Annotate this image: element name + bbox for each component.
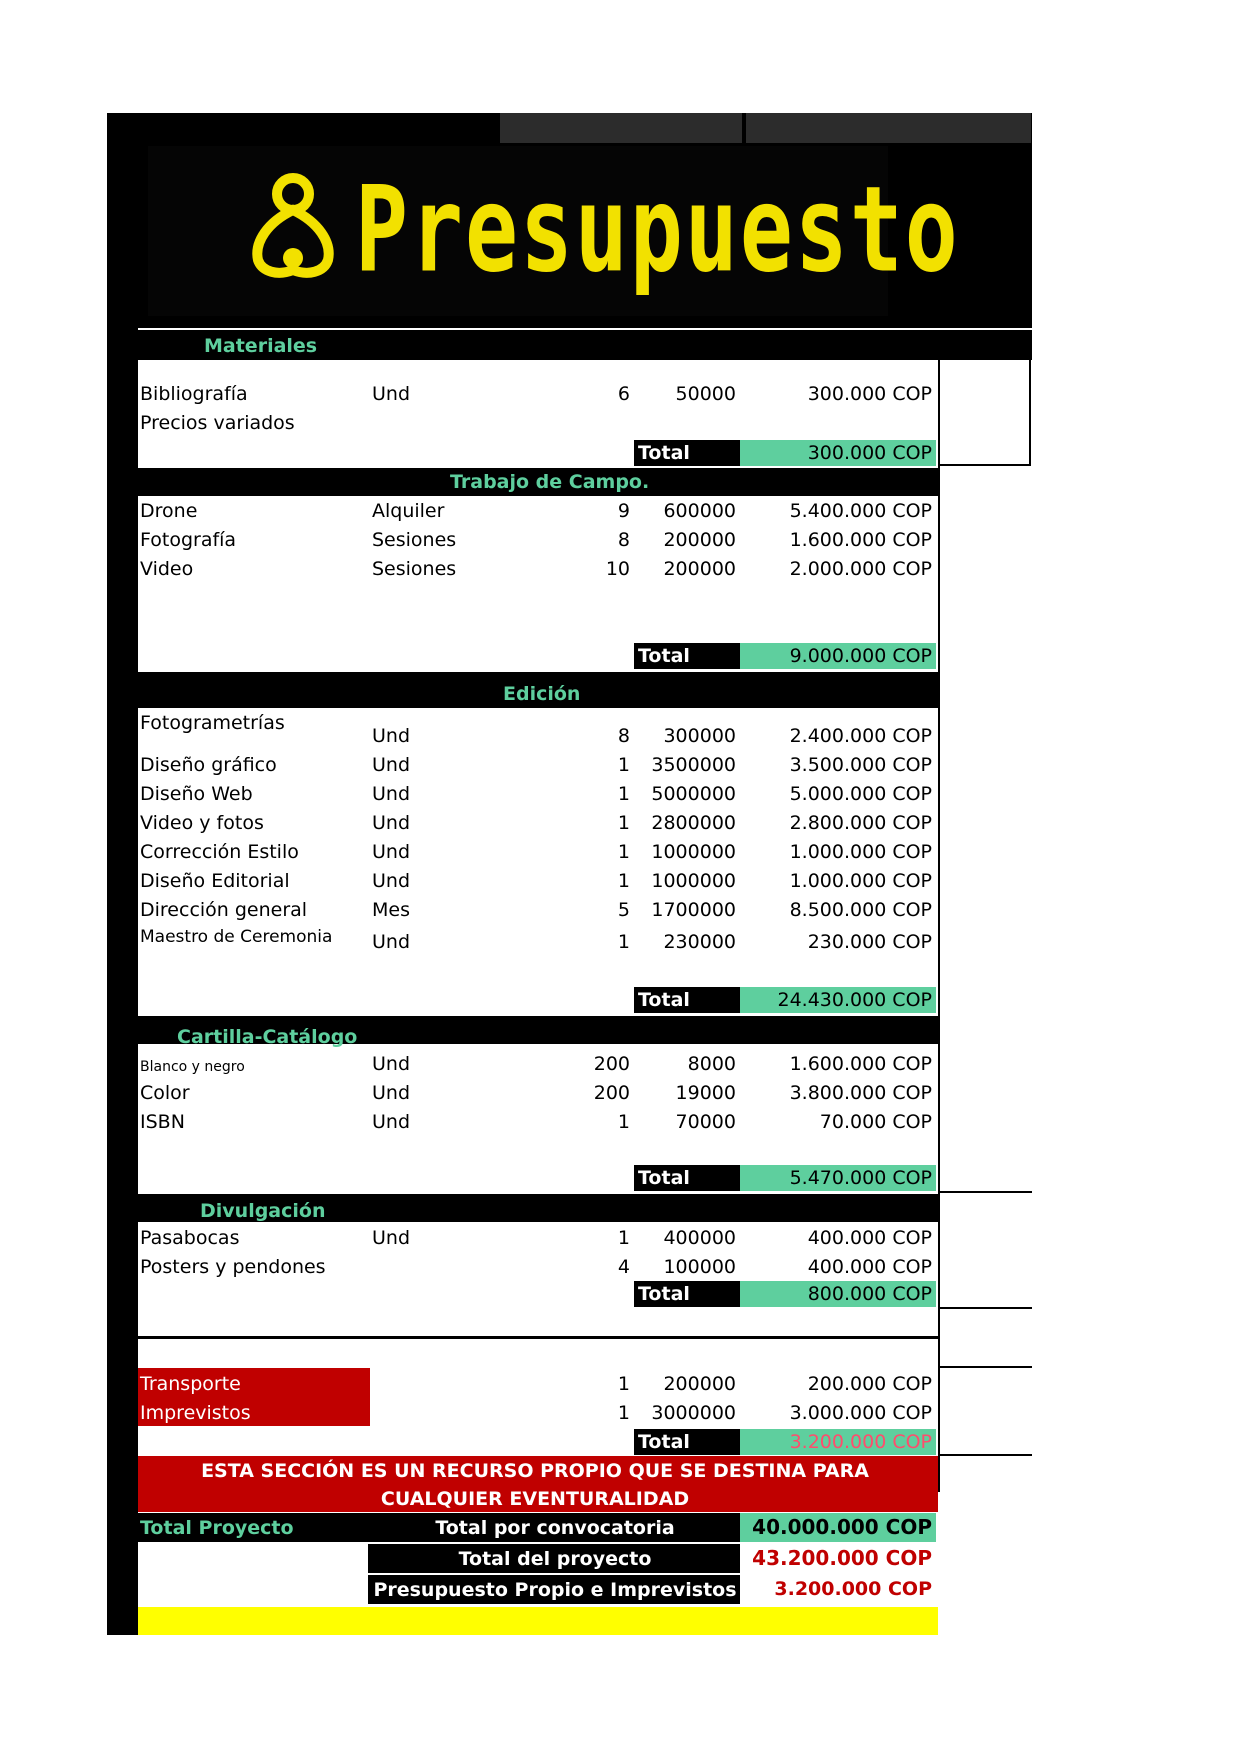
table-row-item: Corrección Estilo bbox=[140, 841, 299, 863]
table-row-price: 50000 bbox=[675, 383, 736, 405]
propio-top-rule bbox=[136, 1336, 940, 1339]
table-row-item: Precios variados bbox=[140, 412, 295, 434]
table-row-price: 70000 bbox=[675, 1111, 736, 1133]
cartilla-total-value: 5.470.000 COP bbox=[740, 1165, 936, 1191]
table-row-unit: Und bbox=[372, 1111, 411, 1133]
table-row-item: Video y fotos bbox=[140, 812, 264, 834]
table-row-item: Imprevistos bbox=[140, 1402, 251, 1424]
divulgacion-total-label: Total bbox=[634, 1281, 740, 1307]
table-row-item: Fotogrametrías bbox=[140, 712, 285, 734]
table-row-total: 70.000 COP bbox=[819, 1111, 932, 1133]
table-row-price: 1700000 bbox=[651, 899, 736, 921]
cartilla-total-label: Total bbox=[634, 1165, 740, 1191]
cartilla-title: Cartilla-Catálogo bbox=[177, 1026, 358, 1048]
table-row-price: 3000000 bbox=[651, 1402, 736, 1424]
table-row-item: Pasabocas bbox=[140, 1227, 240, 1249]
table-row-price: 1000000 bbox=[651, 841, 736, 863]
table-row-price: 100000 bbox=[663, 1256, 736, 1278]
table-row-unit: Und bbox=[372, 1082, 411, 1104]
table-row-qty: 4 bbox=[617, 1256, 630, 1278]
table-row-price: 300000 bbox=[663, 725, 736, 747]
table-row-price: 200000 bbox=[663, 1373, 736, 1395]
table-row-total: 1.600.000 COP bbox=[789, 1053, 932, 1075]
table-row-price: 1000000 bbox=[651, 870, 736, 892]
table-row-item: Video bbox=[140, 558, 194, 580]
table-row-qty: 8 bbox=[617, 725, 630, 747]
table-row-qty: 1 bbox=[617, 1227, 630, 1249]
table-row-total: 2.000.000 COP bbox=[789, 558, 932, 580]
propio-notice-text: ESTA SECCIÓN ES UN RECURSO PROPIO QUE SE DESTINA PARA CUALQUIER EVENTURALIDAD bbox=[201, 1460, 869, 1510]
divulgacion-title: Divulgación bbox=[200, 1200, 326, 1222]
table-row-price: 600000 bbox=[663, 500, 736, 522]
materiales-right-box bbox=[938, 360, 1031, 466]
table-row-price: 19000 bbox=[675, 1082, 736, 1104]
table-row-price: 200000 bbox=[663, 529, 736, 551]
table-row-unit: Mes bbox=[372, 899, 410, 921]
table-row-unit: Und bbox=[372, 870, 411, 892]
table-row-price: 5000000 bbox=[651, 783, 736, 805]
table-row-item: ISBN bbox=[140, 1111, 185, 1133]
table-row-total: 200.000 COP bbox=[807, 1373, 932, 1395]
divulgacion-total-value: 800.000 COP bbox=[740, 1281, 936, 1307]
table-row-total: 3.000.000 COP bbox=[789, 1402, 932, 1424]
summary-convocatoria-value: 40.000.000 COP bbox=[740, 1513, 936, 1542]
table-row-unit: Sesiones bbox=[372, 529, 457, 551]
propio-total-label: Total bbox=[634, 1429, 740, 1455]
table-row-qty: 200 bbox=[593, 1082, 630, 1104]
table-row-unit: Und bbox=[372, 783, 411, 805]
trabajo-total-label: Total bbox=[634, 643, 740, 669]
edicion-total-label: Total bbox=[634, 987, 740, 1013]
logo-title: Presupuesto bbox=[355, 159, 960, 299]
table-row-qty: 1 bbox=[617, 754, 630, 776]
table-row-item: Diseño Web bbox=[140, 783, 253, 805]
materiales-total-value: 300.000 COP bbox=[740, 440, 936, 466]
table-row-total: 5.000.000 COP bbox=[789, 783, 932, 805]
left-border-bar bbox=[107, 113, 138, 1635]
table-row-item: Fotografía bbox=[140, 529, 237, 551]
summary-convocatoria-label: Total por convocatoria bbox=[435, 1517, 675, 1539]
table-row-unit: Und bbox=[372, 841, 411, 863]
summary-proyecto-value: 43.200.000 COP bbox=[752, 1546, 932, 1570]
table-row-total: 3.500.000 COP bbox=[789, 754, 932, 776]
table-row-qty: 6 bbox=[617, 383, 630, 405]
propio-right-rule-2 bbox=[938, 1454, 1032, 1456]
table-row-qty: 5 bbox=[617, 899, 630, 921]
table-row-qty: 9 bbox=[617, 500, 630, 522]
summary-propio-value: 3.200.000 COP bbox=[774, 1578, 932, 1600]
edicion-total-value: 24.430.000 COP bbox=[740, 987, 936, 1013]
table-row-item: Drone bbox=[140, 500, 198, 522]
table-row-item: Posters y pendones bbox=[140, 1256, 326, 1278]
materiales-title: Materiales bbox=[204, 335, 318, 357]
header-gray-strip bbox=[500, 113, 742, 143]
table-row-price: 200000 bbox=[663, 558, 736, 580]
table-row-price: 8000 bbox=[687, 1053, 736, 1075]
table-row-total: 1.600.000 COP bbox=[789, 529, 932, 551]
header-right-block bbox=[940, 330, 1032, 360]
table-row-total: 1.000.000 COP bbox=[789, 841, 932, 863]
table-row-unit: Sesiones bbox=[372, 558, 457, 580]
table-row-item: Diseño gráfico bbox=[140, 754, 277, 776]
table-row-qty: 1 bbox=[617, 870, 630, 892]
table-row-item: Color bbox=[140, 1082, 190, 1104]
table-row-unit: Und bbox=[372, 812, 411, 834]
table-row-price: 2800000 bbox=[651, 812, 736, 834]
table-row-total: 8.500.000 COP bbox=[789, 899, 932, 921]
table-row-unit: Alquiler bbox=[372, 500, 445, 522]
trabajo-total-value: 9.000.000 COP bbox=[740, 643, 936, 669]
edicion-title: Edición bbox=[503, 683, 581, 705]
table-row-price: 230000 bbox=[663, 931, 736, 953]
table-row-qty: 1 bbox=[617, 1373, 630, 1395]
propio-total-value: 3.200.000 COP bbox=[740, 1429, 936, 1455]
table-row-price: 3500000 bbox=[651, 754, 736, 776]
yellow-footer-bar bbox=[138, 1607, 938, 1635]
table-row-unit: Und bbox=[372, 754, 411, 776]
summary-proyecto-label: Total del proyecto bbox=[458, 1548, 652, 1570]
table-row-unit: Und bbox=[372, 1053, 411, 1075]
summary-propio-label: Presupuesto Propio e Imprevistos bbox=[373, 1579, 737, 1601]
table-row-qty: 8 bbox=[617, 529, 630, 551]
propio-left-rule bbox=[107, 1426, 138, 1428]
table-row-total: 230.000 COP bbox=[807, 931, 932, 953]
table-row-qty: 1 bbox=[617, 812, 630, 834]
table-row-item: Diseño Editorial bbox=[140, 870, 290, 892]
trabajo-title: Trabajo de Campo. bbox=[450, 471, 650, 493]
table-row-total: 5.400.000 COP bbox=[789, 500, 932, 522]
table-row-unit: Und bbox=[372, 931, 411, 953]
table-row-item: Transporte bbox=[140, 1373, 241, 1395]
table-row-unit: Und bbox=[372, 1227, 411, 1249]
table-row-item: Dirección general bbox=[140, 899, 308, 921]
table-row-item: Blanco y negro bbox=[140, 1059, 245, 1075]
table-row-item: Maestro de Ceremonia bbox=[140, 927, 333, 947]
table-row-unit: Und bbox=[372, 383, 411, 405]
logo-icon bbox=[248, 172, 338, 284]
table-row-qty: 1 bbox=[617, 1402, 630, 1424]
table-row-qty: 1 bbox=[617, 783, 630, 805]
table-row-unit: Und bbox=[372, 725, 411, 747]
table-row-total: 2.400.000 COP bbox=[789, 725, 932, 747]
table-row-qty: 1 bbox=[617, 931, 630, 953]
table-row-total: 300.000 COP bbox=[807, 383, 932, 405]
divulgacion-right-rule bbox=[938, 1307, 1032, 1309]
table-row-total: 3.800.000 COP bbox=[789, 1082, 932, 1104]
cartilla-right-rule bbox=[938, 1191, 1032, 1193]
propio-right-rule bbox=[938, 1366, 1032, 1368]
table-row-price: 400000 bbox=[663, 1227, 736, 1249]
table-row-qty: 10 bbox=[605, 558, 630, 580]
table-row-qty: 1 bbox=[617, 841, 630, 863]
table-row-item: Bibliografía bbox=[140, 383, 248, 405]
table-row-qty: 1 bbox=[617, 1111, 630, 1133]
materiales-total-label: Total bbox=[634, 440, 740, 466]
header-gray-strip-2 bbox=[746, 113, 1031, 143]
table-row-total: 2.800.000 COP bbox=[789, 812, 932, 834]
table-row-total: 400.000 COP bbox=[807, 1256, 932, 1278]
table-row-total: 400.000 COP bbox=[807, 1227, 932, 1249]
summary-project-label: Total Proyecto bbox=[140, 1517, 294, 1539]
table-row-total: 1.000.000 COP bbox=[789, 870, 932, 892]
table-row-qty: 200 bbox=[593, 1053, 630, 1075]
